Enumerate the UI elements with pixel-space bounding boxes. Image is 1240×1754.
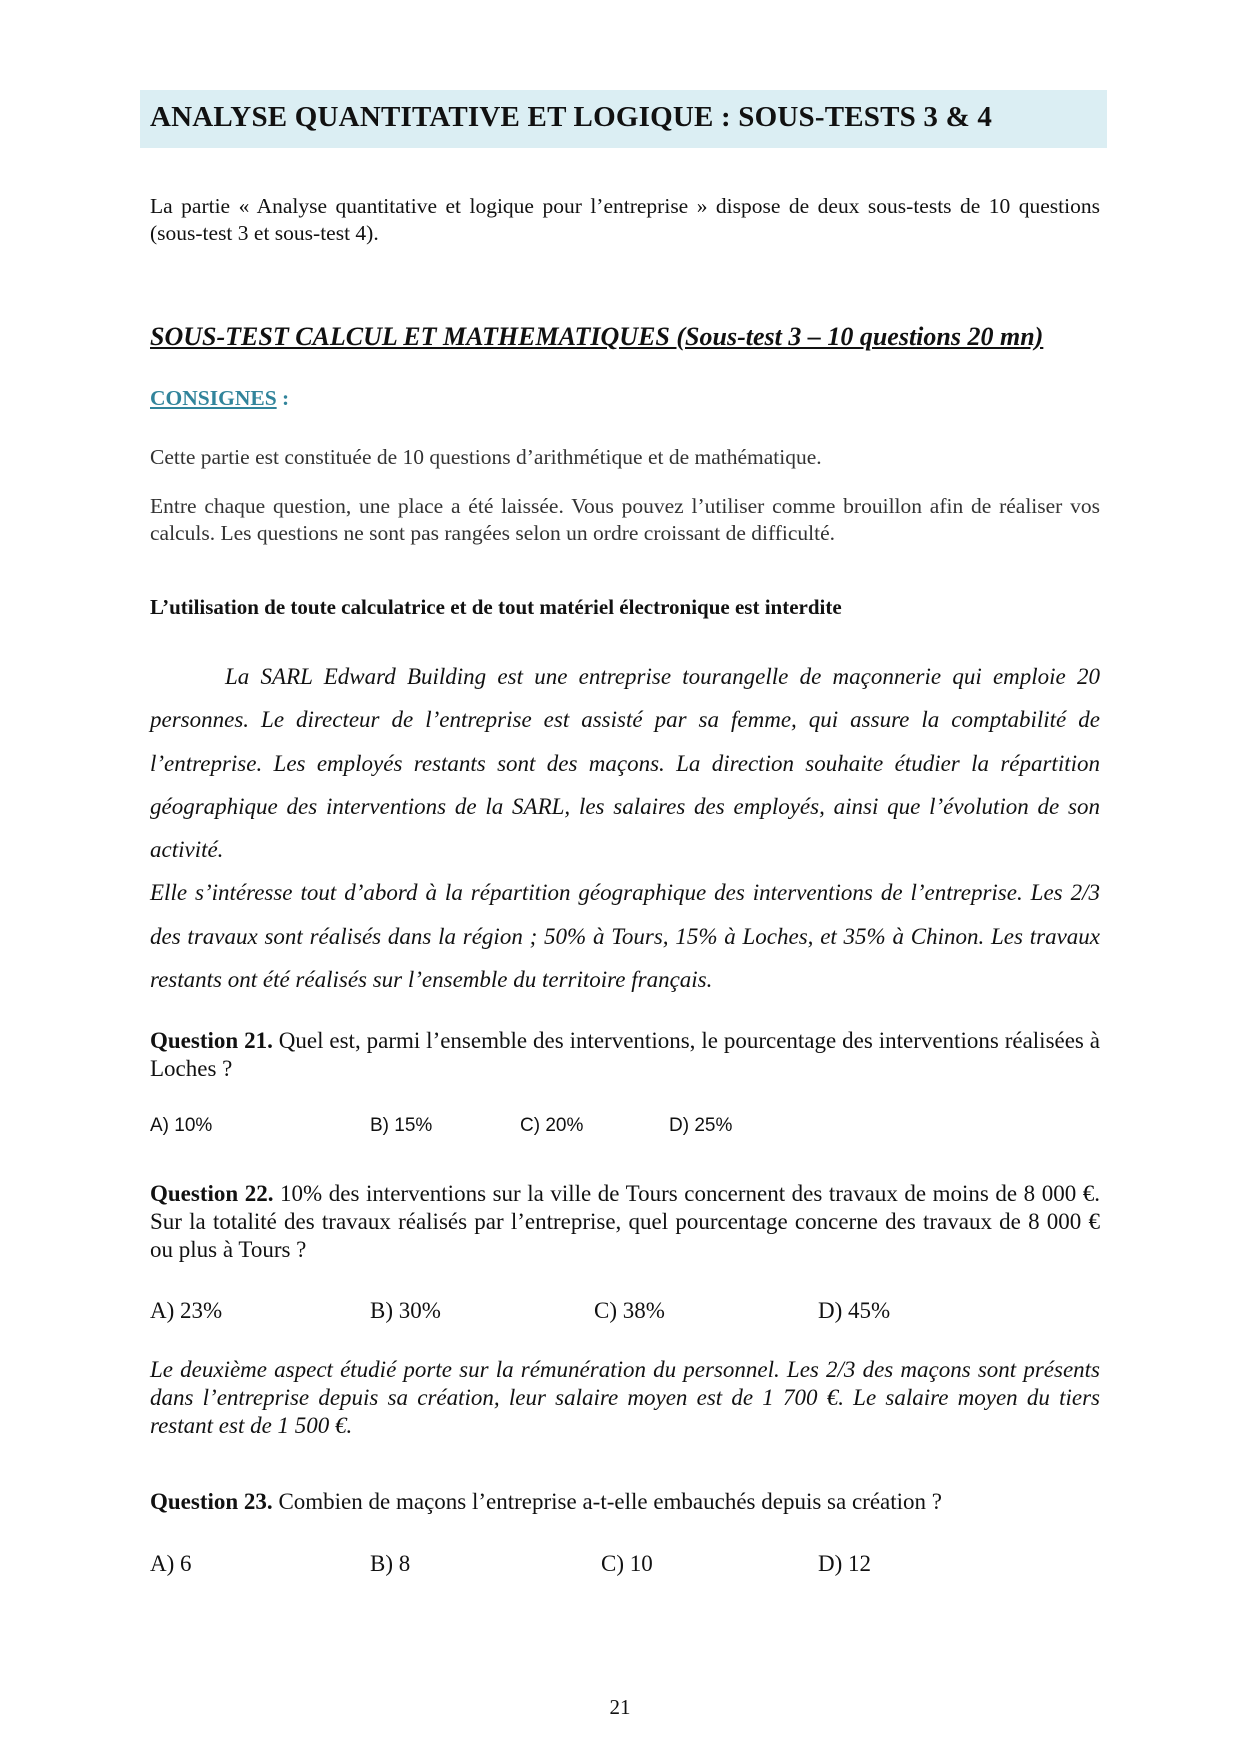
q22-option-c[interactable]: C) 38% (594, 1298, 665, 1323)
scenario-paragraph-2: Elle s’intéresse tout d’abord à la répartition géographique des interventions de l’entreprise. Les 2/3 des travaux sont réalisés dans la région ; 50% à Tours, 15% à Loches, et 35% à Chinon. Les travaux restants ont été réalisés sur l’ensemble du territoire français. (150, 880, 1100, 993)
question-text: 10% des interventions sur la ville de Tours concernent des travaux de moins de 8 000 €. Sur la totalité des travaux réalisés par l’entreprise, quel pourcentage concerne des travaux de 8 000 € ou plus à Tours ? (150, 1181, 1100, 1262)
page-number: 21 (609, 1695, 631, 1719)
q22-option-a[interactable]: A) 23% (150, 1298, 223, 1323)
scenario-paragraph-1: La SARL Edward Building est une entreprise tourangelle de maçonnerie qui emploie 20 personnes. Le directeur de l’entreprise est assisté par sa femme, qui assure la comptabilité de l’entreprise. Les employés restants sont des maçons. La direction souhaite étudier la répartition géographique des interventions de la SARL, les salaires des employés, ainsi que l’évolution de son activité. (150, 664, 1100, 863)
intro-paragraph: La partie « Analyse quantitative et logique pour l’entreprise » dispose de deux sous-tests de 10 questions (sous-test 3 et sous-test 4). (150, 194, 1100, 245)
section-title: SOUS-TEST CALCUL ET MATHEMATIQUES (Sous-test 3 – 10 questions 20 mn) (150, 322, 1044, 351)
question-text: Combien de maçons l’entreprise a-t-elle embauchés depuis sa création ? (272, 1489, 942, 1514)
consignes-line-2: Entre chaque question, une place a été laissée. Vous pouvez l’utiliser comme brouillon afin de réaliser vos calculs. Les questions ne sont pas rangées selon un ordre croissant de difficulté. (150, 494, 1100, 545)
q21-option-a[interactable]: A) 10% (150, 1115, 213, 1136)
consignes-label: CONSIGNES (150, 386, 277, 410)
q23-option-a[interactable]: A) 6 (150, 1551, 192, 1576)
q21-option-b[interactable]: B) 15% (370, 1115, 433, 1136)
q21-option-d[interactable]: D) 25% (669, 1115, 733, 1136)
q22-option-b[interactable]: B) 30% (370, 1298, 441, 1323)
q22-option-d[interactable]: D) 45% (818, 1298, 891, 1323)
q21-option-c[interactable]: C) 20% (520, 1115, 584, 1136)
calculator-warning: L’utilisation de toute calculatrice et de tout matériel électronique est interdite (150, 595, 842, 619)
consignes-colon: : (276, 386, 290, 410)
question-number: Question 21. (150, 1028, 273, 1053)
question-22 (150, 1180, 1100, 1264)
page-title: ANALYSE QUANTITATIVE ET LOGIQUE : SOUS-TESTS 3 & 4 (150, 101, 993, 133)
question-number: Question 22. (150, 1181, 274, 1206)
q23-option-c[interactable]: C) 10 (601, 1551, 653, 1576)
question-text: Quel est, parmi l’ensemble des interventions, le pourcentage des interventions réalisées à Loches ? (150, 1028, 1101, 1081)
q23-option-b[interactable]: B) 8 (370, 1551, 411, 1576)
question-number: Question 23. (150, 1489, 273, 1514)
consignes-line-1: Cette partie est constituée de 10 questions d’arithmétique et de mathématique. (150, 445, 822, 469)
question-21 (150, 1027, 1100, 1083)
scenario-block (150, 655, 1100, 1001)
q23-option-d[interactable]: D) 12 (818, 1551, 872, 1576)
salary-context: Le deuxième aspect étudié porte sur la rémunération du personnel. Les 2/3 des maçons sont présents dans l’entreprise depuis sa création, leur salaire moyen est de 1 700 €. Le salaire moyen du tiers restant est de 1 500 €. (150, 1357, 1100, 1438)
consignes-heading (150, 386, 289, 411)
question-23 (150, 1488, 1100, 1516)
